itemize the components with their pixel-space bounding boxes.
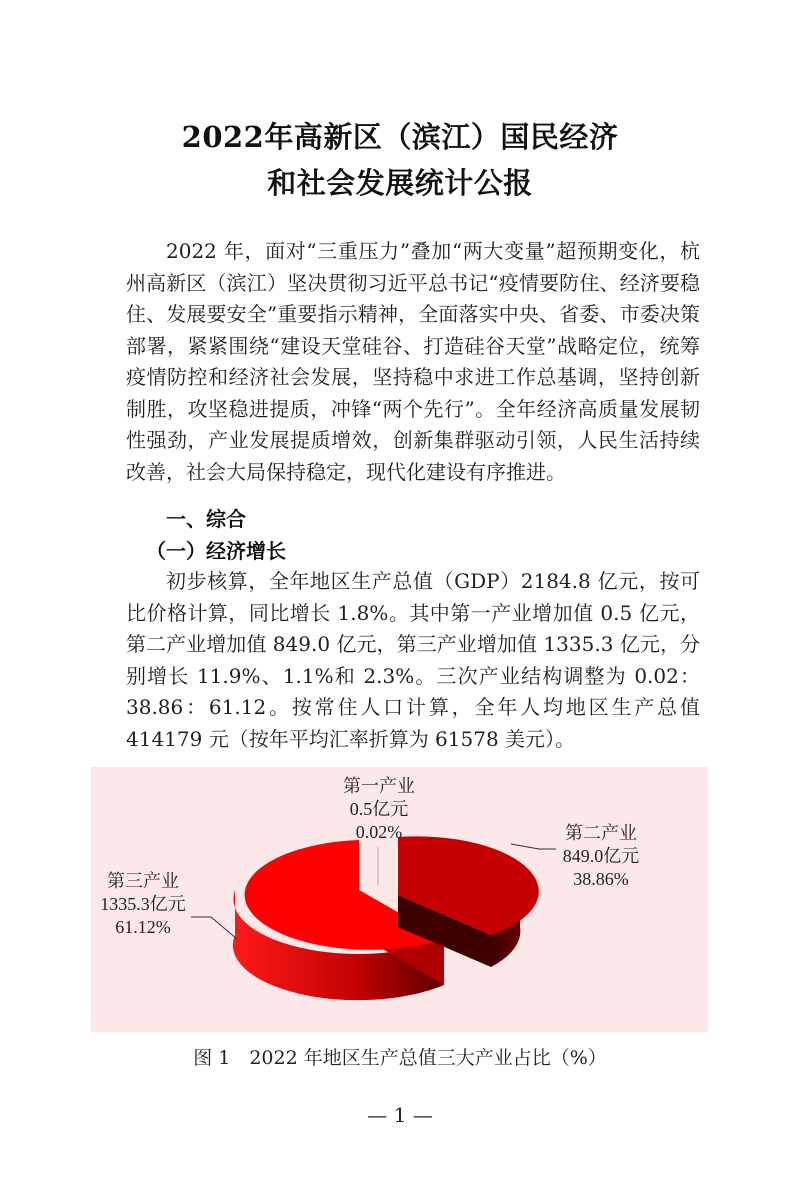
growth-paragraph: 初步核算，全年地区生产总值（GDP）2184.8 亿元，按可比价格计算，同比增长 1.8%。其中第一产业增加值 0.5 亿元，第二产业增加值 849.0 亿元，第三产业增加值 1335.3 亿元，分别增长 11.9%、1.1%和 2.3%。三次产业结构调整为 0.02：38.86：61.12。按常住人口计算，全年人均地区生产总值 414179 元（按年平均汇率折算为 61578 美元）。 xyxy=(126,569,700,751)
primary-value: 0.5亿元 xyxy=(349,799,409,819)
primary-pct: 0.02% xyxy=(355,822,403,842)
secondary-name: 第二产业 xyxy=(565,823,637,843)
page-number: — 1 — xyxy=(367,1103,433,1127)
secondary-label xyxy=(551,822,651,891)
figure-caption: 图 1 2022 年地区生产总值三大产业占比（%） xyxy=(193,1047,607,1069)
tertiary-pct: 61.12% xyxy=(115,917,171,937)
tertiary-value: 1335.3亿元 xyxy=(100,894,186,914)
secondary-value: 849.0亿元 xyxy=(562,846,640,866)
subsection-heading: （一）经济增长 xyxy=(146,539,286,563)
section-heading: 一、综合 xyxy=(166,507,246,531)
tertiary-name: 第三产业 xyxy=(107,871,179,891)
document-title-line1: 2022年高新区（滨江）国民经济 xyxy=(181,120,619,154)
primary-label xyxy=(339,775,419,844)
intro-paragraph: 2022 年，面对“三重压力”叠加“两大变量”超预期变化，杭州高新区（滨江）坚决贯彻习近平总书记“疫情要防住、经济要稳住、发展要安全”重要指示精神，全面落实中央、省委、市委决策部署，紧紧围绕“建设天堂硅谷、打造硅谷天堂”战略定位，统筹疫情防控和经济社会发展，坚持稳中求进工作总基调，坚持创新制胜，攻坚稳进提质，冲锋“两个先行”。全年经济高质量发展韧性强劲，产业发展提质增效，创新集群驱动引领，人民生活持续改善，社会大局保持稳定，现代化建设有序推进。 xyxy=(126,239,700,484)
secondary-leader-line xyxy=(511,844,556,849)
industry-share-pie-chart xyxy=(91,767,708,1032)
tertiary-leader-line xyxy=(191,917,237,939)
primary-name: 第一产业 xyxy=(343,776,415,796)
secondary-pct: 38.86% xyxy=(573,869,629,889)
document-title-line2: 和社会发展统计公报 xyxy=(267,166,533,200)
tertiary-label xyxy=(93,870,193,939)
